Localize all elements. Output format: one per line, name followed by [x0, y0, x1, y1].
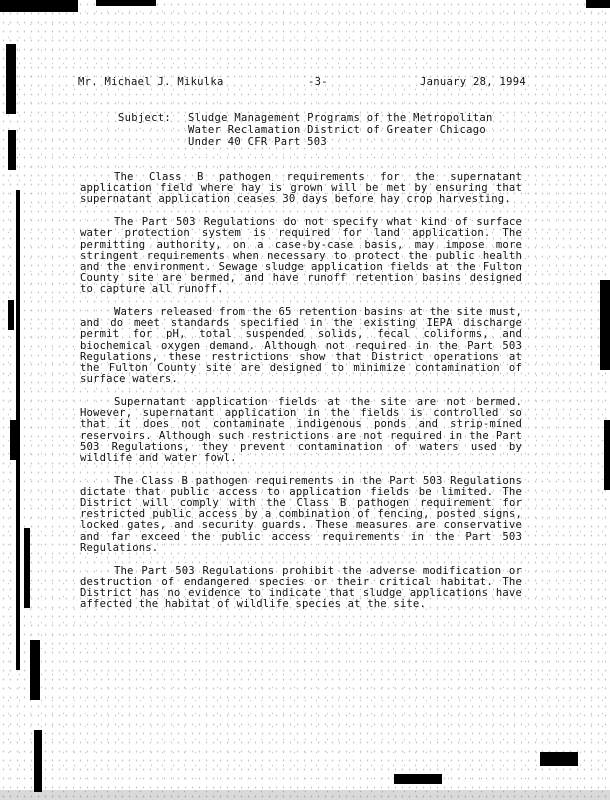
paragraph: Supernatant application fields at the site are not bermed. However, supernatant application in the fields is controlled so that it does not contaminate indigenous ponds and strip-mined reservoirs. Although such restrictions are not required in the Part 503 Regulations, they prevent contamination of waters used by wildlife and water fowl.: [80, 395, 522, 464]
scan-artifact-bar: [0, 790, 610, 800]
scan-artifact-bar: [8, 130, 16, 170]
scan-artifact-bar: [30, 640, 40, 700]
letter-body: [80, 172, 522, 622]
page-number: -3-: [308, 76, 328, 88]
subject-text: Sludge Management Programs of the Metropolitan Water Reclamation District of Greater Chicago Under 40 CFR Part 503: [188, 112, 493, 148]
scan-artifact-bar: [604, 420, 610, 490]
paragraph: The Class B pathogen requirements for the supernatant application field where hay is grown will be met by ensuring that supernatant application ceases 30 days before hay crop harvesting.: [80, 171, 522, 206]
scan-artifact-bar: [96, 0, 156, 6]
scan-artifact-bar: [16, 190, 20, 670]
scan-artifact-bar: [540, 752, 578, 766]
scan-artifact-bar: [586, 0, 610, 8]
scan-artifact-bar: [600, 280, 610, 370]
scan-artifact-bar: [0, 0, 78, 12]
addressee: Mr. Michael J. Mikulka: [78, 76, 224, 88]
scan-artifact-bar: [10, 420, 16, 460]
paragraph: Waters released from the 65 retention basins at the site must, and do meet standards specified in the existing IEPA discharge permit for pH, total suspended solids, fecal coliforms, and biochemical oxygen demand. Although not required in the Part 503 Regulations, these restrictions show that District operations at the Fulton County site are designed to minimize contamination of surface waters.: [80, 306, 522, 386]
letter-date: January 28, 1994: [420, 76, 526, 88]
scan-artifact-bar: [24, 528, 30, 608]
scan-artifact-bar: [394, 774, 442, 784]
scan-artifact-bar: [34, 730, 42, 792]
paragraph: The Part 503 Regulations do not specify what kind of surface water protection system is required for land application. The permitting authority, on a case-by-case basis, may impose more stringent requirements when necessary to protect the public health and the environment. Sewage sludge application fields at the Fulton County site are bermed, and have runoff retention basins designed to capture all runoff.: [80, 216, 522, 296]
paragraph: The Class B pathogen requirements in the Part 503 Regulations dictate that public access to application fields be limited. The District will comply with the Class B pathogen requirement for restricted public access by a combination of fencing, posted signs, locked gates, and security guards. These measures are conservative and far exceed the public access requirements in the Part 503 Regulations.: [80, 474, 522, 554]
scan-artifact-bar: [6, 44, 16, 114]
scan-artifact-bar: [8, 300, 14, 330]
subject-label: Subject:: [118, 112, 171, 124]
paragraph: The Part 503 Regulations prohibit the adverse modification or destruction of endangered species or their critical habitat. The District has no evidence to indicate that sludge applications have affected the habitat of wildlife species at the site.: [80, 564, 522, 611]
